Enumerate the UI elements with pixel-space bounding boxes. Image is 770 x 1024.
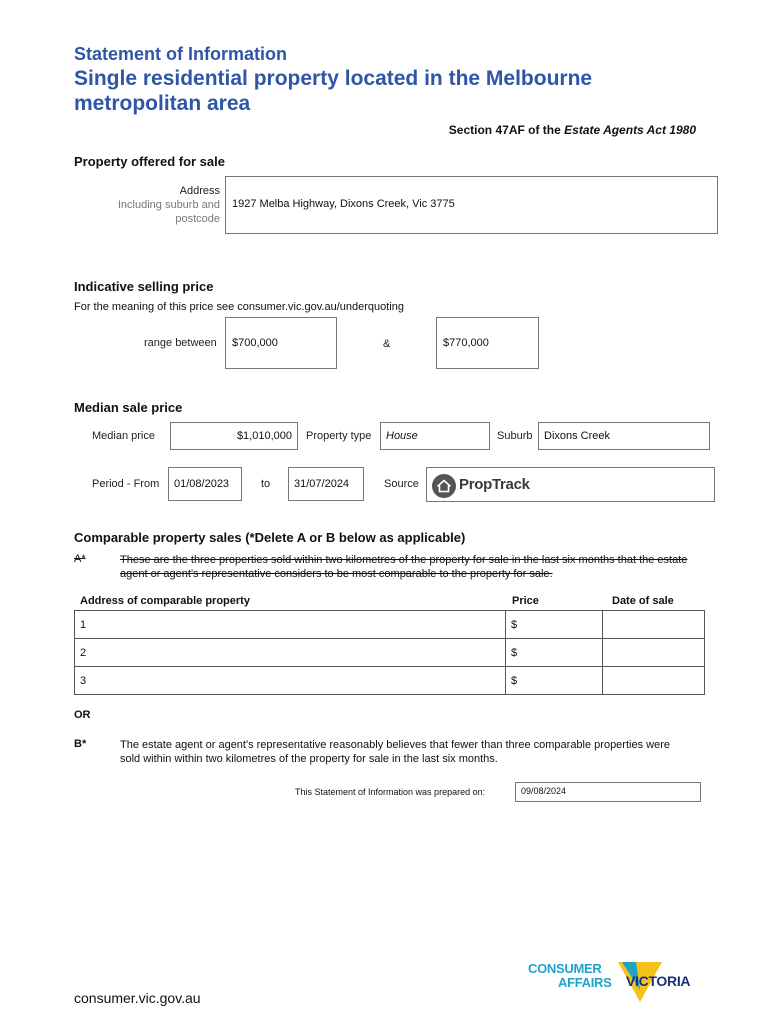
option-a-label: A* bbox=[74, 553, 86, 565]
price-high-field[interactable] bbox=[436, 317, 539, 369]
period-to-label: to bbox=[261, 478, 271, 490]
consumer-affairs-victoria-logo bbox=[528, 958, 708, 1008]
property-heading: Property offered for sale bbox=[74, 154, 225, 169]
option-a-text: These are the three properties sold within two kilometres of the property for sale in the last six months that the estate agent or agent's representative considers to be most comparable to the property for sale. bbox=[120, 554, 688, 580]
row-address-cell[interactable]: 2 bbox=[75, 639, 506, 667]
col-price-header: Price bbox=[512, 595, 539, 607]
prepared-label: This Statement of Information was prepared on: bbox=[295, 787, 486, 797]
range-label: range between bbox=[144, 337, 217, 349]
address-value: 1927 Melba Highway, Dixons Creek, Vic 3775 bbox=[232, 198, 455, 210]
source-value: PropTrack bbox=[459, 476, 530, 493]
suburb-label: Suburb bbox=[497, 430, 533, 442]
period-to-value: 31/07/2024 bbox=[294, 478, 350, 490]
row-date-cell[interactable] bbox=[603, 639, 705, 667]
comparable-heading: Comparable property sales (*Delete A or B below as applicable) bbox=[74, 530, 466, 545]
act-reference bbox=[449, 123, 696, 137]
prepared-date-field[interactable] bbox=[515, 782, 701, 802]
table-row bbox=[75, 667, 705, 695]
price-high-value: $770,000 bbox=[443, 337, 489, 349]
row-price-cell[interactable]: $ bbox=[506, 611, 603, 639]
median-price-value: $1,010,000 bbox=[236, 430, 292, 442]
row-price-cell[interactable]: $ bbox=[506, 639, 603, 667]
period-from-label: Period - From bbox=[92, 478, 160, 490]
footer-url[interactable]: consumer.vic.gov.au bbox=[74, 990, 201, 1006]
source-label: Source bbox=[384, 478, 419, 490]
row-date-cell[interactable] bbox=[603, 611, 705, 639]
range-ampersand: & bbox=[383, 338, 391, 350]
or-label: OR bbox=[74, 709, 91, 721]
address-label: Address bbox=[179, 185, 220, 197]
logo-line-affairs: AFFAIRS bbox=[558, 975, 612, 990]
table-row bbox=[75, 639, 705, 667]
property-type-label: Property type bbox=[306, 430, 372, 442]
document-eyebrow: Statement of Information bbox=[74, 44, 288, 64]
property-type-value: House bbox=[386, 430, 418, 442]
price-low-field[interactable] bbox=[225, 317, 337, 369]
prepared-date-value: 09/08/2024 bbox=[521, 786, 567, 796]
document-title: Single residential property located in the Melbourne metropolitan area bbox=[74, 67, 593, 115]
act-prefix: Section 47AF of the bbox=[448, 123, 561, 137]
indicative-heading: Indicative selling price bbox=[74, 279, 214, 294]
indicative-note: For the meaning of this price see consumer.vic.gov.au/underquoting bbox=[74, 301, 404, 313]
table-row bbox=[75, 611, 705, 639]
median-price-field[interactable] bbox=[170, 422, 298, 450]
row-address-cell[interactable]: 3 bbox=[75, 667, 506, 695]
median-heading: Median sale price bbox=[74, 400, 183, 415]
col-date-header: Date of sale bbox=[612, 595, 674, 607]
address-field[interactable] bbox=[225, 176, 718, 234]
period-from-field[interactable] bbox=[168, 467, 242, 501]
option-b-label: B* bbox=[74, 738, 87, 750]
source-field[interactable] bbox=[426, 467, 715, 502]
row-price-cell[interactable]: $ bbox=[506, 667, 603, 695]
median-price-label: Median price bbox=[92, 430, 155, 442]
address-sublabel-2: postcode bbox=[175, 213, 220, 225]
period-to-field[interactable] bbox=[288, 467, 364, 501]
period-from-value: 01/08/2023 bbox=[174, 478, 230, 490]
proptrack-logo-icon bbox=[431, 473, 457, 499]
price-low-value: $700,000 bbox=[232, 337, 278, 349]
act-name: Estate Agents Act 1980 bbox=[564, 123, 696, 137]
logo-line-consumer: CONSUMER bbox=[528, 961, 602, 976]
address-sublabel-1: Including suburb and bbox=[117, 199, 220, 211]
row-date-cell[interactable] bbox=[603, 667, 705, 695]
col-address-header: Address of comparable property bbox=[80, 595, 250, 607]
suburb-value: Dixons Creek bbox=[544, 430, 611, 442]
option-b-text: The estate agent or agent's representative reasonably believes that fewer than three comparable properties were sold within within two kilometres of the property for sale in the last six months. bbox=[120, 739, 670, 765]
logo-line-victoria: VICTORIA bbox=[626, 973, 691, 989]
property-type-field[interactable] bbox=[380, 422, 490, 450]
address-label-block bbox=[100, 184, 220, 226]
row-address-cell[interactable]: 1 bbox=[75, 611, 506, 639]
suburb-field[interactable] bbox=[538, 422, 710, 450]
comparable-table bbox=[74, 610, 705, 695]
